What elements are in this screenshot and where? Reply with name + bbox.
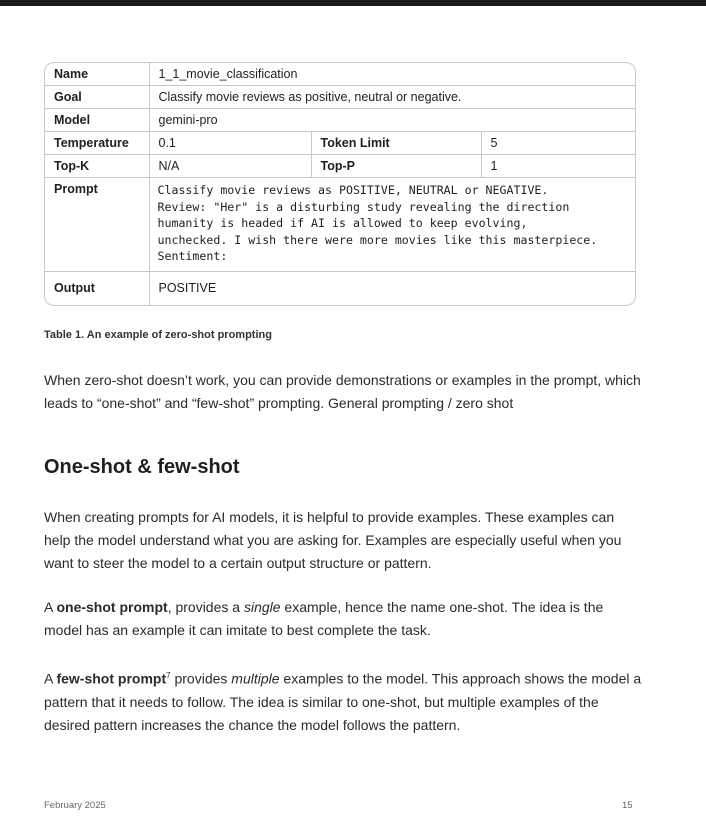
footer-date: February 2025 [44,800,106,811]
few-shot-term: few-shot prompt [56,670,167,687]
single-emphasis: single [243,599,281,615]
output-label: Output [45,271,149,305]
topp-value: 1 [481,155,635,178]
temperature-value: 0.1 [149,132,311,155]
table-row [45,63,635,86]
goal-value: Classify movie reviews as positive, neutral or negative. [149,86,635,109]
model-value: gemini-pro [149,109,635,132]
paragraph-zero-shot: When zero-shot doesn’t work, you can provide demonstrations or examples in the prompt, which leads to “one-shot” and “few-shot” prompting. General prompting / zero shot [44,372,641,411]
prompt-value: Classify movie reviews as POSITIVE, NEUTRAL or NEGATIVE. Review: "Her" is a disturbing study revealing the direction humanity is headed if AI is allowed to keep evolving, unchecked. I wish there were more movies like this masterpiece. Sentiment: [149,178,635,272]
one-shot-term: one-shot prompt [56,599,168,615]
goal-label: Goal [45,86,149,109]
section-heading: One-shot & few-shot [44,456,240,478]
paragraph-examples: When creating prompts for AI models, it is helpful to provide examples. These examples can help the model understand what you are asking for. Examples are especially useful when you want to steer the model to a certain output structure or pattern. [44,509,622,571]
temperature-label: Temperature [45,132,149,155]
token-limit-value: 5 [481,132,635,155]
page-number: 15 [622,800,633,811]
multiple-emphasis: multiple [231,670,280,687]
top-bar [0,0,706,6]
paragraph-one-shot: A one-shot prompt, provides a single example, hence the name one-shot. The idea is the model has an example it can imitate to best complete the task. [44,599,604,638]
footnote-ref[interactable]: 7 [166,671,171,680]
model-label: Model [45,109,149,132]
name-label: Name [45,63,149,86]
topk-label: Top-K [45,155,149,178]
table-caption: Table 1. An example of zero-shot prompting [44,329,272,341]
prompt-label: Prompt [45,178,149,272]
token-limit-label: Token Limit [311,132,481,155]
table-row [45,155,635,178]
output-value: POSITIVE [149,271,635,305]
table-row [45,178,635,272]
topk-value: N/A [149,155,311,178]
table-row [45,86,635,109]
table-row [45,271,635,305]
prompt-table [44,62,636,306]
name-value: 1_1_movie_classification [149,63,635,86]
table-row [45,109,635,132]
paragraph-few-shot: A few-shot prompt$^7$ provides multiple examples to the model. This approach shows the model a pattern that it needs to follow. The idea is similar to one-shot, but multiple examples of the desired pattern increases the chance the model follows the pattern. [44,670,642,733]
table-row [45,132,635,155]
topp-label: Top-P [311,155,481,178]
